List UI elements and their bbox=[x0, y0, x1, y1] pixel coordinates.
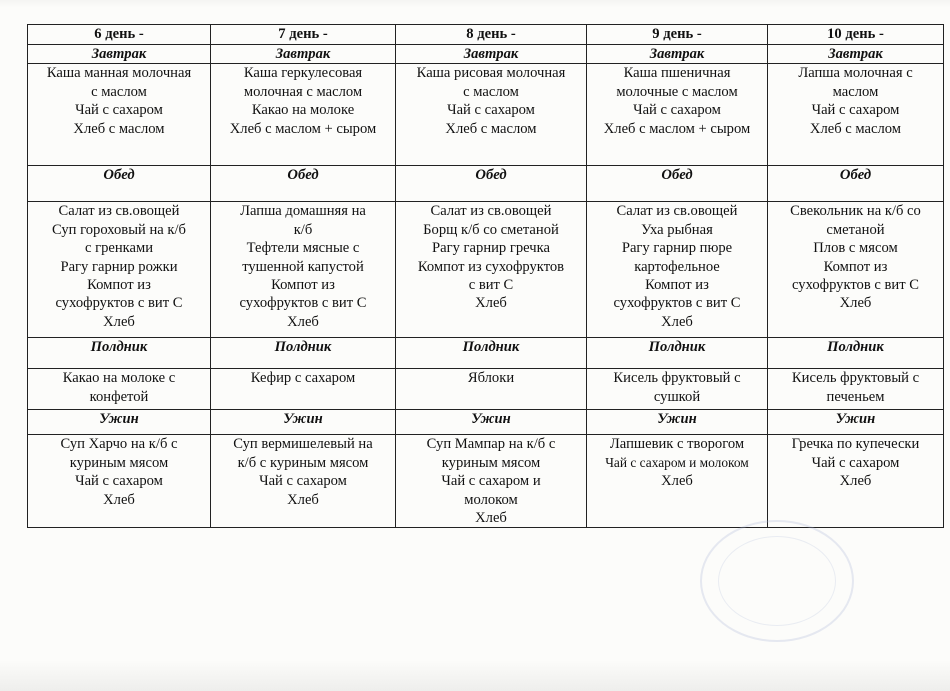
menu-item: Чай с сахаром bbox=[811, 454, 900, 471]
menu-item: с гренками bbox=[84, 240, 154, 257]
menu-item: молоком bbox=[464, 491, 518, 508]
meal-label-dinner: Ужин bbox=[587, 410, 768, 435]
menu-item: Салат из св.овощей bbox=[616, 203, 738, 220]
meal-items-lunch bbox=[768, 202, 944, 338]
meal-label-dinner: Ужин bbox=[211, 410, 396, 435]
items-row-breakfast bbox=[28, 64, 944, 166]
menu-item: Каша геркулесовая bbox=[243, 65, 363, 82]
meal-items-snack bbox=[768, 369, 944, 410]
menu-item: Компот из bbox=[87, 277, 151, 294]
menu-item: сухофруктов с вит С bbox=[55, 295, 183, 312]
menu-item: Суп гороховый на к/б bbox=[52, 221, 186, 238]
meal-label-dinner: Ужин bbox=[28, 410, 211, 435]
menu-item: Хлеб с маслом bbox=[445, 120, 537, 137]
menu-item: Хлеб bbox=[287, 313, 319, 330]
menu-item: Компот из bbox=[271, 277, 335, 294]
meal-items-lunch bbox=[587, 202, 768, 338]
menu-item: Чай с сахаром bbox=[633, 102, 721, 119]
menu-item: Яблоки bbox=[467, 370, 515, 387]
day-header: 9 день - bbox=[587, 25, 768, 45]
faded-stamp bbox=[700, 520, 854, 642]
meal-row-dinner bbox=[28, 410, 944, 435]
day-header: 6 день - bbox=[28, 25, 211, 45]
menu-item: Хлеб bbox=[839, 295, 872, 312]
menu-item: Хлеб bbox=[103, 313, 135, 330]
meal-items-dinner bbox=[396, 435, 587, 528]
menu-item: с маслом bbox=[463, 83, 519, 100]
meal-items-lunch bbox=[28, 202, 211, 338]
menu-item: Борщ к/б со сметаной bbox=[423, 221, 559, 238]
items-row-lunch bbox=[28, 202, 944, 338]
meal-items-lunch bbox=[211, 202, 396, 338]
meal-items-dinner bbox=[587, 435, 768, 528]
meal-label-lunch: Обед bbox=[396, 166, 587, 202]
meal-label-breakfast: Завтрак bbox=[211, 45, 396, 64]
menu-item: Какао на молоке с bbox=[62, 370, 176, 387]
meal-label-lunch: Обед bbox=[587, 166, 768, 202]
menu-item: Компот из bbox=[823, 258, 888, 275]
menu-item: сушкой bbox=[653, 388, 701, 405]
meal-label-snack: Полдник bbox=[28, 338, 211, 369]
meal-items-dinner bbox=[768, 435, 944, 528]
menu-item: Кисель фруктовый с bbox=[791, 370, 920, 387]
menu-item: Хлеб bbox=[475, 510, 507, 527]
meal-items-breakfast bbox=[396, 64, 587, 166]
menu-item: с маслом bbox=[91, 83, 147, 100]
menu-item: Компот из сухофруктов bbox=[417, 258, 565, 275]
meal-label-lunch: Обед bbox=[28, 166, 211, 202]
meal-items-snack bbox=[211, 369, 396, 410]
meal-items-breakfast bbox=[768, 64, 944, 166]
menu-table-body bbox=[28, 25, 944, 528]
meal-row-lunch bbox=[28, 166, 944, 202]
menu-item: тушенной капустой bbox=[242, 258, 364, 275]
menu-item: Суп Харчо на к/б с bbox=[60, 436, 178, 453]
meal-label-snack: Полдник bbox=[211, 338, 396, 369]
menu-item: молочные с маслом bbox=[616, 83, 738, 100]
menu-item: Каша рисовая молочная bbox=[416, 65, 566, 82]
menu-item: Каша пшеничная bbox=[623, 65, 731, 82]
menu-item: Хлеб bbox=[103, 491, 135, 508]
meal-label-breakfast: Завтрак bbox=[587, 45, 768, 64]
menu-item: Гречка по купечески bbox=[791, 436, 920, 453]
menu-item: печеньем bbox=[826, 388, 885, 405]
menu-item: конфетой bbox=[89, 388, 149, 405]
menu-item: сухофруктов с вит С bbox=[792, 277, 919, 294]
menu-item: Свекольник на к/б со bbox=[790, 203, 921, 220]
meal-row-breakfast bbox=[28, 45, 944, 64]
meal-items-breakfast bbox=[28, 64, 211, 166]
menu-item: к/б bbox=[293, 221, 313, 238]
meal-items-snack bbox=[396, 369, 587, 410]
menu-table bbox=[27, 24, 944, 528]
meal-label-snack: Полдник bbox=[396, 338, 587, 369]
menu-item: Суп вермишелевый на bbox=[233, 436, 373, 453]
meal-items-dinner bbox=[211, 435, 396, 528]
menu-item: Чай с сахаром и bbox=[441, 473, 541, 490]
menu-item: Кефир с сахаром bbox=[250, 370, 356, 387]
day-header: 10 день - bbox=[768, 25, 944, 45]
menu-item: Кисель фруктовый с bbox=[613, 370, 741, 387]
menu-item: Хлеб с маслом bbox=[809, 120, 902, 137]
menu-item: Суп Мампар на к/б с bbox=[426, 436, 556, 453]
menu-item: сметаной bbox=[826, 221, 885, 238]
menu-item: сухофруктов с вит С bbox=[239, 295, 367, 312]
menu-item: Хлеб bbox=[661, 313, 693, 330]
menu-item: Хлеб bbox=[287, 491, 319, 508]
menu-item: Уха рыбная bbox=[641, 221, 713, 238]
menu-item: Хлеб bbox=[839, 473, 872, 490]
menu-item: к/б с куриным мясом bbox=[237, 454, 369, 471]
menu-item: Хлеб bbox=[475, 295, 507, 312]
menu-item: Плов с мясом bbox=[813, 240, 898, 257]
day-header: 7 день - bbox=[211, 25, 396, 45]
meal-label-breakfast: Завтрак bbox=[396, 45, 587, 64]
menu-item: Рагу гарнир рожки bbox=[60, 258, 178, 275]
menu-item: куриным мясом bbox=[441, 454, 541, 471]
menu-item: Хлеб с маслом + сыром bbox=[603, 120, 751, 137]
menu-item: Чай с сахаром bbox=[259, 473, 347, 490]
items-row-dinner bbox=[28, 435, 944, 528]
menu-item: Лапша домашняя на bbox=[240, 203, 366, 220]
menu-item: Хлеб с маслом bbox=[73, 120, 165, 137]
day-header: 8 день - bbox=[396, 25, 587, 45]
menu-item: Чай с сахаром и молоком bbox=[605, 454, 749, 470]
meal-label-snack: Полдник bbox=[768, 338, 944, 369]
meal-items-lunch bbox=[396, 202, 587, 338]
menu-item: Лапша молочная с bbox=[798, 65, 913, 82]
meal-label-breakfast: Завтрак bbox=[768, 45, 944, 64]
meal-label-dinner: Ужин bbox=[768, 410, 944, 435]
meal-items-dinner bbox=[28, 435, 211, 528]
menu-item: Каша манная молочная bbox=[46, 65, 192, 82]
meal-label-lunch: Обед bbox=[768, 166, 944, 202]
menu-item: куриным мясом bbox=[69, 454, 169, 471]
items-row-snack bbox=[28, 369, 944, 410]
meal-row-snack bbox=[28, 338, 944, 369]
menu-item: Компот из bbox=[645, 277, 709, 294]
menu-item: Чай с сахаром bbox=[447, 102, 535, 119]
menu-item: Какао на молоке bbox=[251, 102, 355, 119]
menu-item: Рагу гарнир пюре bbox=[621, 240, 733, 257]
menu-item: с вит С bbox=[468, 277, 514, 294]
meal-items-snack bbox=[587, 369, 768, 410]
meal-label-breakfast: Завтрак bbox=[28, 45, 211, 64]
menu-item: картофельное bbox=[634, 258, 720, 275]
menu-item: Чай с сахаром bbox=[75, 102, 163, 119]
menu-item: Хлеб с маслом + сыром bbox=[229, 120, 377, 137]
menu-item: Тефтели мясные с bbox=[246, 240, 360, 257]
menu-item: молочная с маслом bbox=[243, 83, 363, 100]
meal-items-snack bbox=[28, 369, 211, 410]
menu-item: сухофруктов с вит С bbox=[613, 295, 741, 312]
meal-items-breakfast bbox=[587, 64, 768, 166]
menu-item: Салат из св.овощей bbox=[430, 203, 552, 220]
menu-item: Хлеб bbox=[661, 473, 693, 490]
meal-items-breakfast bbox=[211, 64, 396, 166]
meal-label-lunch: Обед bbox=[211, 166, 396, 202]
menu-item: Лапшевик с творогом bbox=[609, 436, 745, 453]
menu-item: Чай с сахаром bbox=[75, 473, 163, 490]
menu-item: Чай с сахаром bbox=[811, 102, 900, 119]
meal-label-dinner: Ужин bbox=[396, 410, 587, 435]
menu-item: Рагу гарнир гречка bbox=[432, 240, 550, 257]
meal-label-snack: Полдник bbox=[587, 338, 768, 369]
menu-item: маслом bbox=[832, 83, 879, 100]
menu-item: Салат из св.овощей bbox=[58, 203, 180, 220]
day-title-row bbox=[28, 25, 944, 45]
